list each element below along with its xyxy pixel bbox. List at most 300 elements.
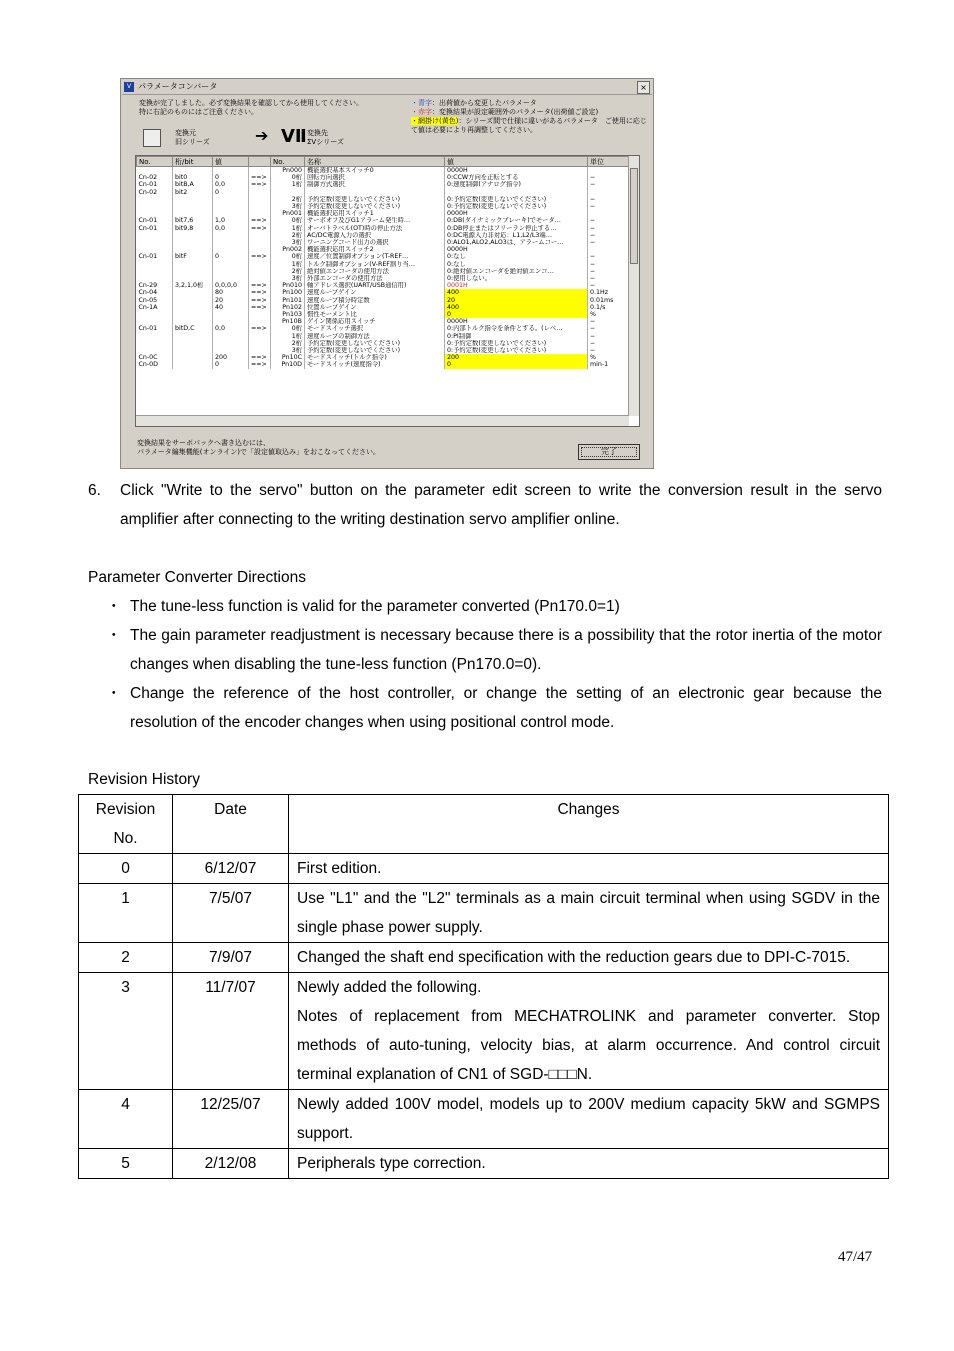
grid-cell: 0,0 [213,225,249,232]
old-series-icon [143,129,161,147]
col-header[interactable]: 単位 [588,157,630,167]
grid-cell: 20 [213,297,249,304]
grid-row[interactable] [137,333,630,340]
grid-row[interactable] [137,361,630,368]
grid-cell [249,203,271,210]
message-line: 特に右記のものにはご注意ください。 [139,108,258,116]
grid-row[interactable] [137,246,630,253]
arrow-right-icon: ➔ [255,126,269,145]
grid-row[interactable] [137,275,630,282]
grid-cell: 400 [445,289,588,296]
grid-cell [137,275,173,282]
grid-cell: 1桁 [271,333,305,340]
grid-row[interactable] [137,196,630,203]
grid-cell: bitB,A [173,181,213,188]
grid-cell [173,318,213,325]
grid-cell [213,232,249,239]
grid-cell: 0桁 [271,174,305,181]
grid-cell: 0:PI制御 [445,333,588,340]
grid-cell: − [588,282,630,289]
grid-cell [213,239,249,246]
revision-date: 12/25/07 [173,1090,289,1149]
col-header[interactable]: No. [271,157,305,167]
grid-cell [173,203,213,210]
legend-yellow: ・網掛け(黄色)：シリーズ間で仕様に違いがあるパラメータ ご使用に応じて値は必要により再調整してください。 [411,117,647,134]
grid-row[interactable] [137,167,630,175]
grid-row[interactable] [137,311,630,318]
grid-cell [249,189,271,196]
grid-cell [137,210,173,217]
col-header[interactable]: 値 [213,157,249,167]
directions-heading: Parameter Converter Directions [88,569,306,586]
grid-cell: 機能選択基本スイッチ0 [305,167,445,175]
grid-cell [249,261,271,268]
grid-cell: 0 [213,189,249,196]
grid-cell: 0000H [445,210,588,217]
grid-cell: Cn-01 [137,325,173,332]
grid-cell: ==> [249,174,271,181]
grid-cell: − [588,347,630,354]
grid-cell: − [588,268,630,275]
grid-row[interactable] [137,203,630,210]
grid-cell: 2桁 [271,268,305,275]
grid-row[interactable] [137,181,630,188]
grid-cell [213,311,249,318]
grid-row[interactable] [137,304,630,311]
grid-cell [249,275,271,282]
grid-cell: 0:DB(ダイナミックブレーキ)でモータ… [445,217,588,224]
grid-cell [588,167,630,175]
page-number: 47/47 [838,1249,873,1265]
revision-changes: Use "L1" and the "L2" terminals as a main circuit terminal when using SGDV in the single phase power supply. [289,884,889,943]
grid-cell: 0:DC電源入力非対応：L1,L2/L3端… [445,232,588,239]
col-header[interactable] [249,157,271,167]
grid-cell [249,311,271,318]
grid-cell [249,340,271,347]
grid-cell: AC/DC電源入力の選択 [305,232,445,239]
dest-series: ΣⅤシリーズ [307,138,344,146]
grid-cell [137,318,173,325]
revision-changes: Changed the shaft end specification with the reduction gears due to DPI-C-7015. [289,943,889,973]
grid-cell: bitD,C [173,325,213,332]
revision-no: 0 [79,854,173,884]
grid-cell [271,189,305,196]
grid-cell [173,261,213,268]
grid-cell: 0桁 [271,253,305,260]
table-row [79,1149,889,1179]
grid-cell [137,203,173,210]
grid-cell: 慣性モーメント比 [305,311,445,318]
revision-changes: Newly added 100V model, models up to 200V medium capacity 5kW and SGMPS support. [289,1090,889,1149]
grid-cell: ==> [249,289,271,296]
grid-cell: 20 [445,297,588,304]
grid-cell [249,318,271,325]
grid-row[interactable] [137,210,630,217]
grid-row[interactable] [137,189,630,196]
grid-cell: − [588,174,630,181]
color-legend [411,99,651,135]
grid-cell: Pn010 [271,282,305,289]
grid-row[interactable] [137,325,630,332]
col-header[interactable]: 名称 [305,157,445,167]
direction-item: Change the reference of the host controller, or change the setting of an electronic gear because the resolution of the encoder changes when using positional control mode. [130,685,882,731]
grid-cell: 絶対値エンコーダの使用方法 [305,268,445,275]
grid-row[interactable] [137,354,630,361]
grid-cell: 予約定数(変更しないでください) [305,196,445,203]
grid-cell: Cn-04 [137,289,173,296]
step-text: Click "Write to the servo" button on the parameter edit screen to write the conversion result in the servo amplifier after connecting to the writing destination servo amplifier online. [120,482,882,528]
parameter-converter-dialog [120,78,654,469]
grid-cell: Pn10D [271,361,305,368]
grid-cell: 0 [213,253,249,260]
grid-cell: 0,0 [213,181,249,188]
grid-row[interactable] [137,340,630,347]
changes-line: Newly added the following. [297,979,482,996]
grid-row[interactable] [137,232,630,239]
col-header-revision: Revision No. [79,795,173,854]
grid-cell [173,354,213,361]
grid-cell [137,268,173,275]
footer-line: 変換結果をサーボパックへ書き込むには、 [137,439,270,447]
grid-cell: 40 [213,304,249,311]
grid-cell: ==> [249,325,271,332]
grid-cell: 0 [213,361,249,368]
grid-cell: ワーニングコード出力の選択 [305,239,445,246]
grid-cell: − [588,340,630,347]
legend-red: ・赤字：変換結果が設定範囲外のパラメータ(出荷値ご設定) [411,108,599,116]
revision-no: 5 [79,1149,173,1179]
grid-cell: − [588,181,630,188]
grid-row[interactable] [137,268,630,275]
grid-cell: 0:予約定数(変更しないでください) [445,196,588,203]
vertical-scrollbar[interactable] [628,156,639,416]
source-series: 旧シリーズ [175,138,210,146]
grid-cell [173,289,213,296]
grid-cell: Pn002 [271,246,305,253]
grid-cell: ==> [249,225,271,232]
grid-cell [173,347,213,354]
grid-cell [137,196,173,203]
grid-cell: 0.01ms [588,297,630,304]
grid-cell: Cn-0C [137,354,173,361]
grid-cell: 2桁 [271,232,305,239]
grid-cell [249,347,271,354]
grid-cell: 制御方式選択 [305,181,445,188]
grid-cell: − [588,261,630,268]
grid-cell: bit9,8 [173,225,213,232]
grid-cell: 0:内部トルク指令を条件とする。(レベ… [445,325,588,332]
grid-cell: Pn10C [271,354,305,361]
grid-cell: ==> [249,253,271,260]
revision-no: 2 [79,943,173,973]
revision-heading: Revision History [88,771,200,788]
grid-cell [249,196,271,203]
grid-cell: 位置ループゲイン [305,304,445,311]
dest-label: 変換先 [307,129,328,137]
grid-cell [445,189,588,196]
grid-cell: 軸アドレス選択(UART/USB通信用) [305,282,445,289]
grid-cell: 0:予約定数(変更しないでください) [445,347,588,354]
grid-cell: − [588,253,630,260]
grid-cell: 0001H [445,282,588,289]
grid-row[interactable] [137,318,630,325]
grid-cell: 0,0,0,0 [213,282,249,289]
grid-cell [213,203,249,210]
grid-cell [588,189,630,196]
grid-cell [213,167,249,175]
grid-cell: % [588,354,630,361]
grid-cell [173,275,213,282]
grid-row[interactable] [137,239,630,246]
table-row [79,973,889,1090]
col-header-changes: Changes [289,795,889,854]
grid-cell: 予約定数(変更しないでください) [305,203,445,210]
grid-cell: 0:CCW方向を正転とする [445,174,588,181]
grid-cell: 0桁 [271,217,305,224]
grid-cell: Cn-01 [137,253,173,260]
grid-cell: 機能選択応用スイッチ1 [305,210,445,217]
bullet-icon: ・ [106,598,122,615]
grid-cell [173,239,213,246]
grid-cell: 0:予約定数(変更しないでください) [445,203,588,210]
grid-cell: 0:なし [445,261,588,268]
grid-cell: bitF [173,253,213,260]
grid-cell [213,196,249,203]
revision-date: 2/12/08 [173,1149,289,1179]
grid-row[interactable] [137,282,630,289]
grid-cell: 3桁 [271,203,305,210]
grid-cell: 0:なし [445,253,588,260]
grid-cell: − [588,225,630,232]
grid-cell: 速度ループ積分時定数 [305,297,445,304]
revision-changes [289,973,889,1090]
grid-cell: − [588,203,630,210]
grid-cell [137,340,173,347]
footer-line: パラメータ編集機能(オンライン)で「設定値取込み」をおこなってください。 [137,448,381,456]
grid-cell: 0 [445,361,588,368]
grid-cell: 予約定数(変更しないでください) [305,347,445,354]
table-row [79,1090,889,1149]
grid-cell: Pn100 [271,289,305,296]
parameter-grid[interactable] [135,155,640,427]
bullet-icon: ・ [106,627,122,644]
grid-cell [137,232,173,239]
scroll-thumb[interactable] [630,168,638,264]
grid-header-row [137,157,630,167]
grid-cell: ==> [249,354,271,361]
grid-cell [137,311,173,318]
table-row [79,943,889,973]
grid-cell: 0000H [445,246,588,253]
grid-row[interactable] [137,253,630,260]
grid-cell: − [588,275,630,282]
message-line: 変換が完了しました。必ず変換結果を確認してから使用してください。 [139,99,363,107]
grid-cell: bit2 [173,189,213,196]
grid-cell: Cn-02 [137,189,173,196]
grid-cell: モードスイッチ(トルク指令) [305,354,445,361]
grid-cell: − [588,239,630,246]
grid-cell [173,210,213,217]
grid-cell [249,167,271,175]
grid-cell: 0:速度制御(アナログ指令) [445,181,588,188]
grid-cell: 0000H [445,167,588,175]
grid-cell: − [588,325,630,332]
dialog-title-bar [122,80,652,95]
grid-cell: % [588,311,630,318]
grid-cell [249,333,271,340]
col-header-date: Date [173,795,289,854]
revision-changes: Peripherals type correction. [289,1149,889,1179]
grid-cell [213,333,249,340]
grid-cell: ==> [249,217,271,224]
revision-date: 6/12/07 [173,854,289,884]
grid-cell: ==> [249,361,271,368]
grid-cell [173,340,213,347]
grid-cell: 0:予約定数(変更しないでください) [445,340,588,347]
col-header[interactable]: 桁/bit [173,157,213,167]
grid-cell [588,246,630,253]
grid-cell: ==> [249,181,271,188]
grid-cell: 0.1Hz [588,289,630,296]
grid-cell [173,246,213,253]
grid-cell: オーバトラベル(OT)時の停止方法 [305,225,445,232]
col-header[interactable]: 値 [445,157,588,167]
grid-cell: Cn-01 [137,181,173,188]
grid-cell: モードスイッチ(速度指令) [305,361,445,368]
grid-cell: 0 [213,174,249,181]
grid-cell: 速度ループの制御方法 [305,333,445,340]
grid-cell [173,304,213,311]
grid-cell [173,297,213,304]
grid-cell [249,232,271,239]
grid-cell: bit0 [173,174,213,181]
grid-cell [213,340,249,347]
horizontal-scrollbar[interactable] [136,415,629,426]
grid-cell [173,196,213,203]
step-number: 6. [88,482,101,499]
close-icon[interactable]: × [637,81,650,94]
grid-cell [173,167,213,175]
direction-item: The gain parameter readjustment is necessary because there is a possibility that the rotor inertia of the motor changes when disabling the tune-less function (Pn170.0=0). [130,627,882,673]
grid-cell: トルク制御オプション(V-REF割り当… [305,261,445,268]
grid-cell: 1,0 [213,217,249,224]
grid-cell [213,246,249,253]
grid-cell [213,347,249,354]
grid-cell: 2桁 [271,196,305,203]
grid-row[interactable] [137,174,630,181]
grid-cell: 1桁 [271,181,305,188]
revision-date: 7/5/07 [173,884,289,943]
grid-cell: 3,2,1,0桁 [173,282,213,289]
grid-cell: 80 [213,289,249,296]
grid-row[interactable] [137,217,630,224]
grid-cell: bit7,6 [173,217,213,224]
grid-cell: 0 [445,311,588,318]
grid-cell: 3桁 [271,347,305,354]
grid-cell: − [588,318,630,325]
grid-cell [173,333,213,340]
grid-cell [213,268,249,275]
app-icon: V [124,82,134,92]
grid-cell: 200 [213,354,249,361]
grid-cell: Pn103 [271,311,305,318]
bullet-icon: ・ [106,685,122,702]
grid-cell [137,333,173,340]
col-header[interactable]: No. [137,157,173,167]
sigma-v-icon: VⅡ [281,126,307,147]
table-row [79,884,889,943]
changes-line: Notes of replacement from MECHATROLINK and parameter converter. Stop methods of auto-tuning, velocity bias, at alarm occurrence. And control circuit terminal explanation of CN1 of SGD-□□□N. [297,1008,880,1083]
grid-cell: 0,0 [213,325,249,332]
grid-cell: Pn001 [271,210,305,217]
grid-cell: 1桁 [271,225,305,232]
legend-blue: ・青字：出荷値から変更したパラメータ [411,99,537,107]
grid-cell: サーボオフ及びG1アラーム発生時… [305,217,445,224]
grid-cell [137,167,173,175]
grid-cell: 0:絶対値エンコーダを絶対値エンコ… [445,268,588,275]
grid-cell: 0.1/s [588,304,630,311]
revision-no: 4 [79,1090,173,1149]
grid-cell: − [588,217,630,224]
grid-cell [137,261,173,268]
grid-cell [173,268,213,275]
grid-cell: Cn-29 [137,282,173,289]
grid-row[interactable] [137,297,630,304]
revision-date: 11/7/07 [173,973,289,1090]
grid-cell [249,210,271,217]
grid-cell: − [588,333,630,340]
grid-row[interactable] [137,289,630,296]
grid-cell [249,246,271,253]
revision-table [78,794,889,1179]
grid-cell [137,246,173,253]
grid-cell: 2桁 [271,340,305,347]
grid-cell [213,318,249,325]
grid-cell: 0:使用しない。 [445,275,588,282]
grid-cell: Cn-05 [137,297,173,304]
grid-cell: 回転方向選択 [305,174,445,181]
grid-cell [173,232,213,239]
grid-cell: min-1 [588,361,630,368]
grid-cell: 1桁 [271,261,305,268]
grid-cell [213,210,249,217]
grid-cell [588,210,630,217]
grid-cell: ==> [249,304,271,311]
grid-cell [249,268,271,275]
grid-cell [173,311,213,318]
grid-cell: Pn10B [271,318,305,325]
grid-cell [137,347,173,354]
grid-cell: Cn-0D [137,361,173,368]
grid-cell: ゲイン関係応用スイッチ [305,318,445,325]
grid-cell: Cn-1A [137,304,173,311]
grid-cell [213,261,249,268]
grid-cell: ==> [249,297,271,304]
revision-no: 3 [79,973,173,1090]
revision-no: 1 [79,884,173,943]
grid-row[interactable] [137,347,630,354]
grid-cell: Cn-01 [137,225,173,232]
grid-cell: 400 [445,304,588,311]
grid-row[interactable] [137,261,630,268]
grid-cell: モードスイッチ選択 [305,325,445,332]
dialog-footer-message [137,439,557,457]
grid-row[interactable] [137,225,630,232]
grid-cell: 0:ALO1,ALO2,ALO3は、アラームコー… [445,239,588,246]
source-label: 変換元 [175,129,196,137]
grid-cell: 200 [445,354,588,361]
done-button[interactable]: 完了 [578,444,640,460]
